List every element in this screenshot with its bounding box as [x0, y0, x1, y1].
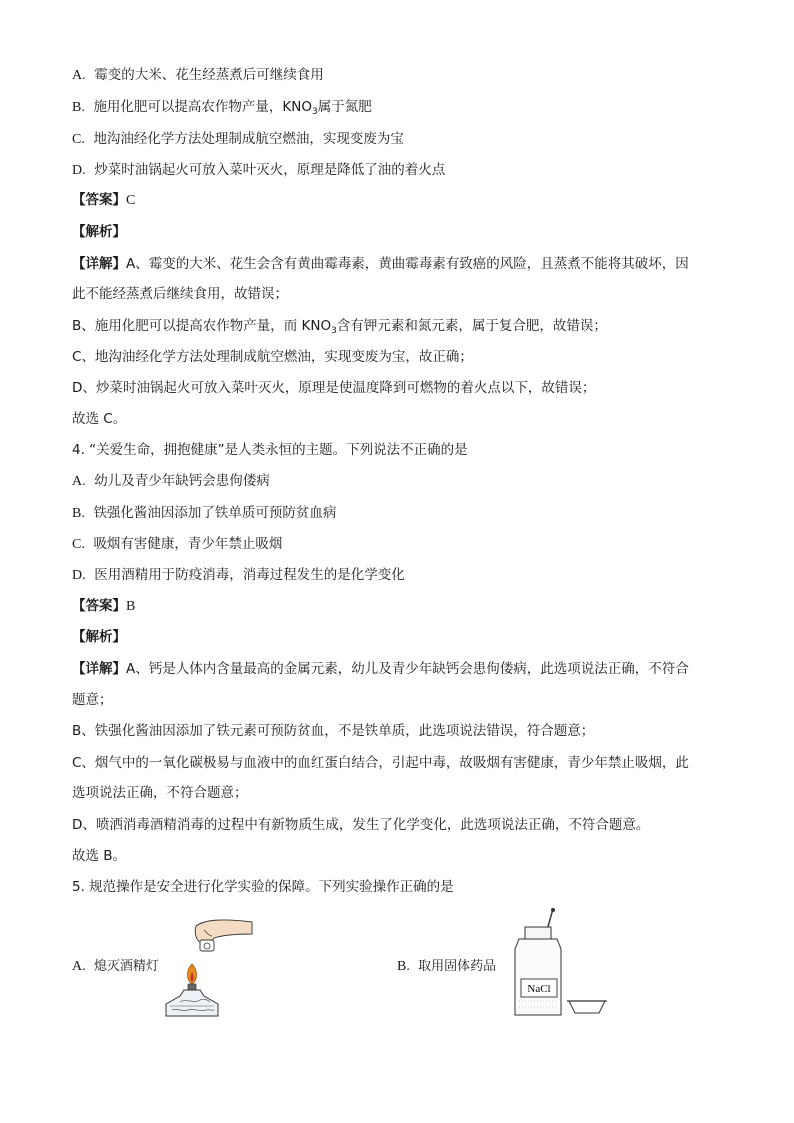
q5-stem: 5. 规范操作是安全进行化学实验的保障。下列实验操作正确的是	[72, 879, 454, 895]
q4-conclusion: 故选 B。	[72, 848, 127, 864]
q4-answer: 【答案】B	[72, 598, 136, 614]
reagent-bottle-spoon-illustration	[505, 905, 615, 1023]
q3-conclusion: 故选 C。	[72, 411, 127, 427]
q5-figure-a-caption: A. 熄灭酒精灯	[72, 959, 159, 974]
q4-analysis-tag: 【解析】	[72, 629, 126, 645]
q3-answer: 【答案】C	[72, 192, 136, 208]
q5-figure-b-caption: B. 取用固体药品	[397, 959, 497, 974]
alcohol-lamp-blow-illustration	[160, 912, 260, 1020]
q3-option-c: C. 地沟油经化学方法处理制成航空燃油，实现变废为宝	[72, 131, 404, 147]
q4-option-d: D. 医用酒精用于防疫消毒，消毒过程发生的是化学变化	[72, 567, 405, 583]
nacl-label: NaCl	[527, 983, 551, 995]
q3-analysis-tag: 【解析】	[72, 224, 126, 240]
q3-option-d: D. 炒菜时油锅起火可放入菜叶灭火，原理是降低了油的着火点	[72, 162, 446, 178]
q4-detail-line-3: B、铁强化酱油因添加了铁元素可预防贫血，不是铁单质，此选项说法错误，符合题意；	[72, 723, 595, 739]
q3-option-b: B. 施用化肥可以提高农作物产量，$KNO_3$属于氮肥	[72, 99, 372, 117]
q3-detail-line-4: C、地沟油经化学方法处理制成航空燃油，实现变废为宝，故正确；	[72, 349, 473, 365]
q4-detail-line-5: 选项说法正确，不符合题意；	[72, 785, 248, 801]
q4-option-c: C. 吸烟有害健康，青少年禁止吸烟	[72, 536, 283, 552]
q3-detail-line-2: 此不能经蒸煮后继续食用，故错误；	[72, 286, 288, 302]
q4-stem: 4. “关爱生命，拥抱健康”是人类永恒的主题。下列说法不正确的是	[72, 442, 468, 458]
q4-detail-line-2: 题意；	[72, 692, 113, 708]
q4-option-b: B. 铁强化酱油因添加了铁单质可预防贫血病	[72, 505, 337, 521]
q3-detail-line-1: 【详解】A、霉变的大米、花生会含有黄曲霉毒素，黄曲霉毒素有致癌的风险，且蒸煮不能将其破坏，因	[72, 256, 689, 272]
q3-detail-line-3: B、施用化肥可以提高农作物产量，而 $KNO_3$含有钾元素和氮元素，属于复合肥，故错误；	[72, 318, 607, 336]
q3-option-a: A. 霉变的大米、花生经蒸煮后可继续食用	[72, 67, 324, 83]
q4-detail-line-4: C、烟气中的一氧化碳极易与血液中的血红蛋白结合，引起中毒，故吸烟有害健康，青少年禁止吸烟，此	[72, 755, 689, 771]
q4-detail-line-6: D、喷洒消毒酒精消毒的过程中有新物质生成，发生了化学变化，此选项说法正确，不符合题意。	[72, 817, 650, 833]
q4-detail-line-1: 【详解】A、钙是人体内含量最高的金属元素，幼儿及青少年缺钙会患佝偻病，此选项说法正确，不符合	[72, 661, 689, 677]
q3-detail-line-5: D、炒菜时油锅起火可放入菜叶灭火，原理是使温度降到可燃物的着火点以下，故错误；	[72, 380, 596, 396]
q4-option-a: A. 幼儿及青少年缺钙会患佝偻病	[72, 473, 270, 489]
